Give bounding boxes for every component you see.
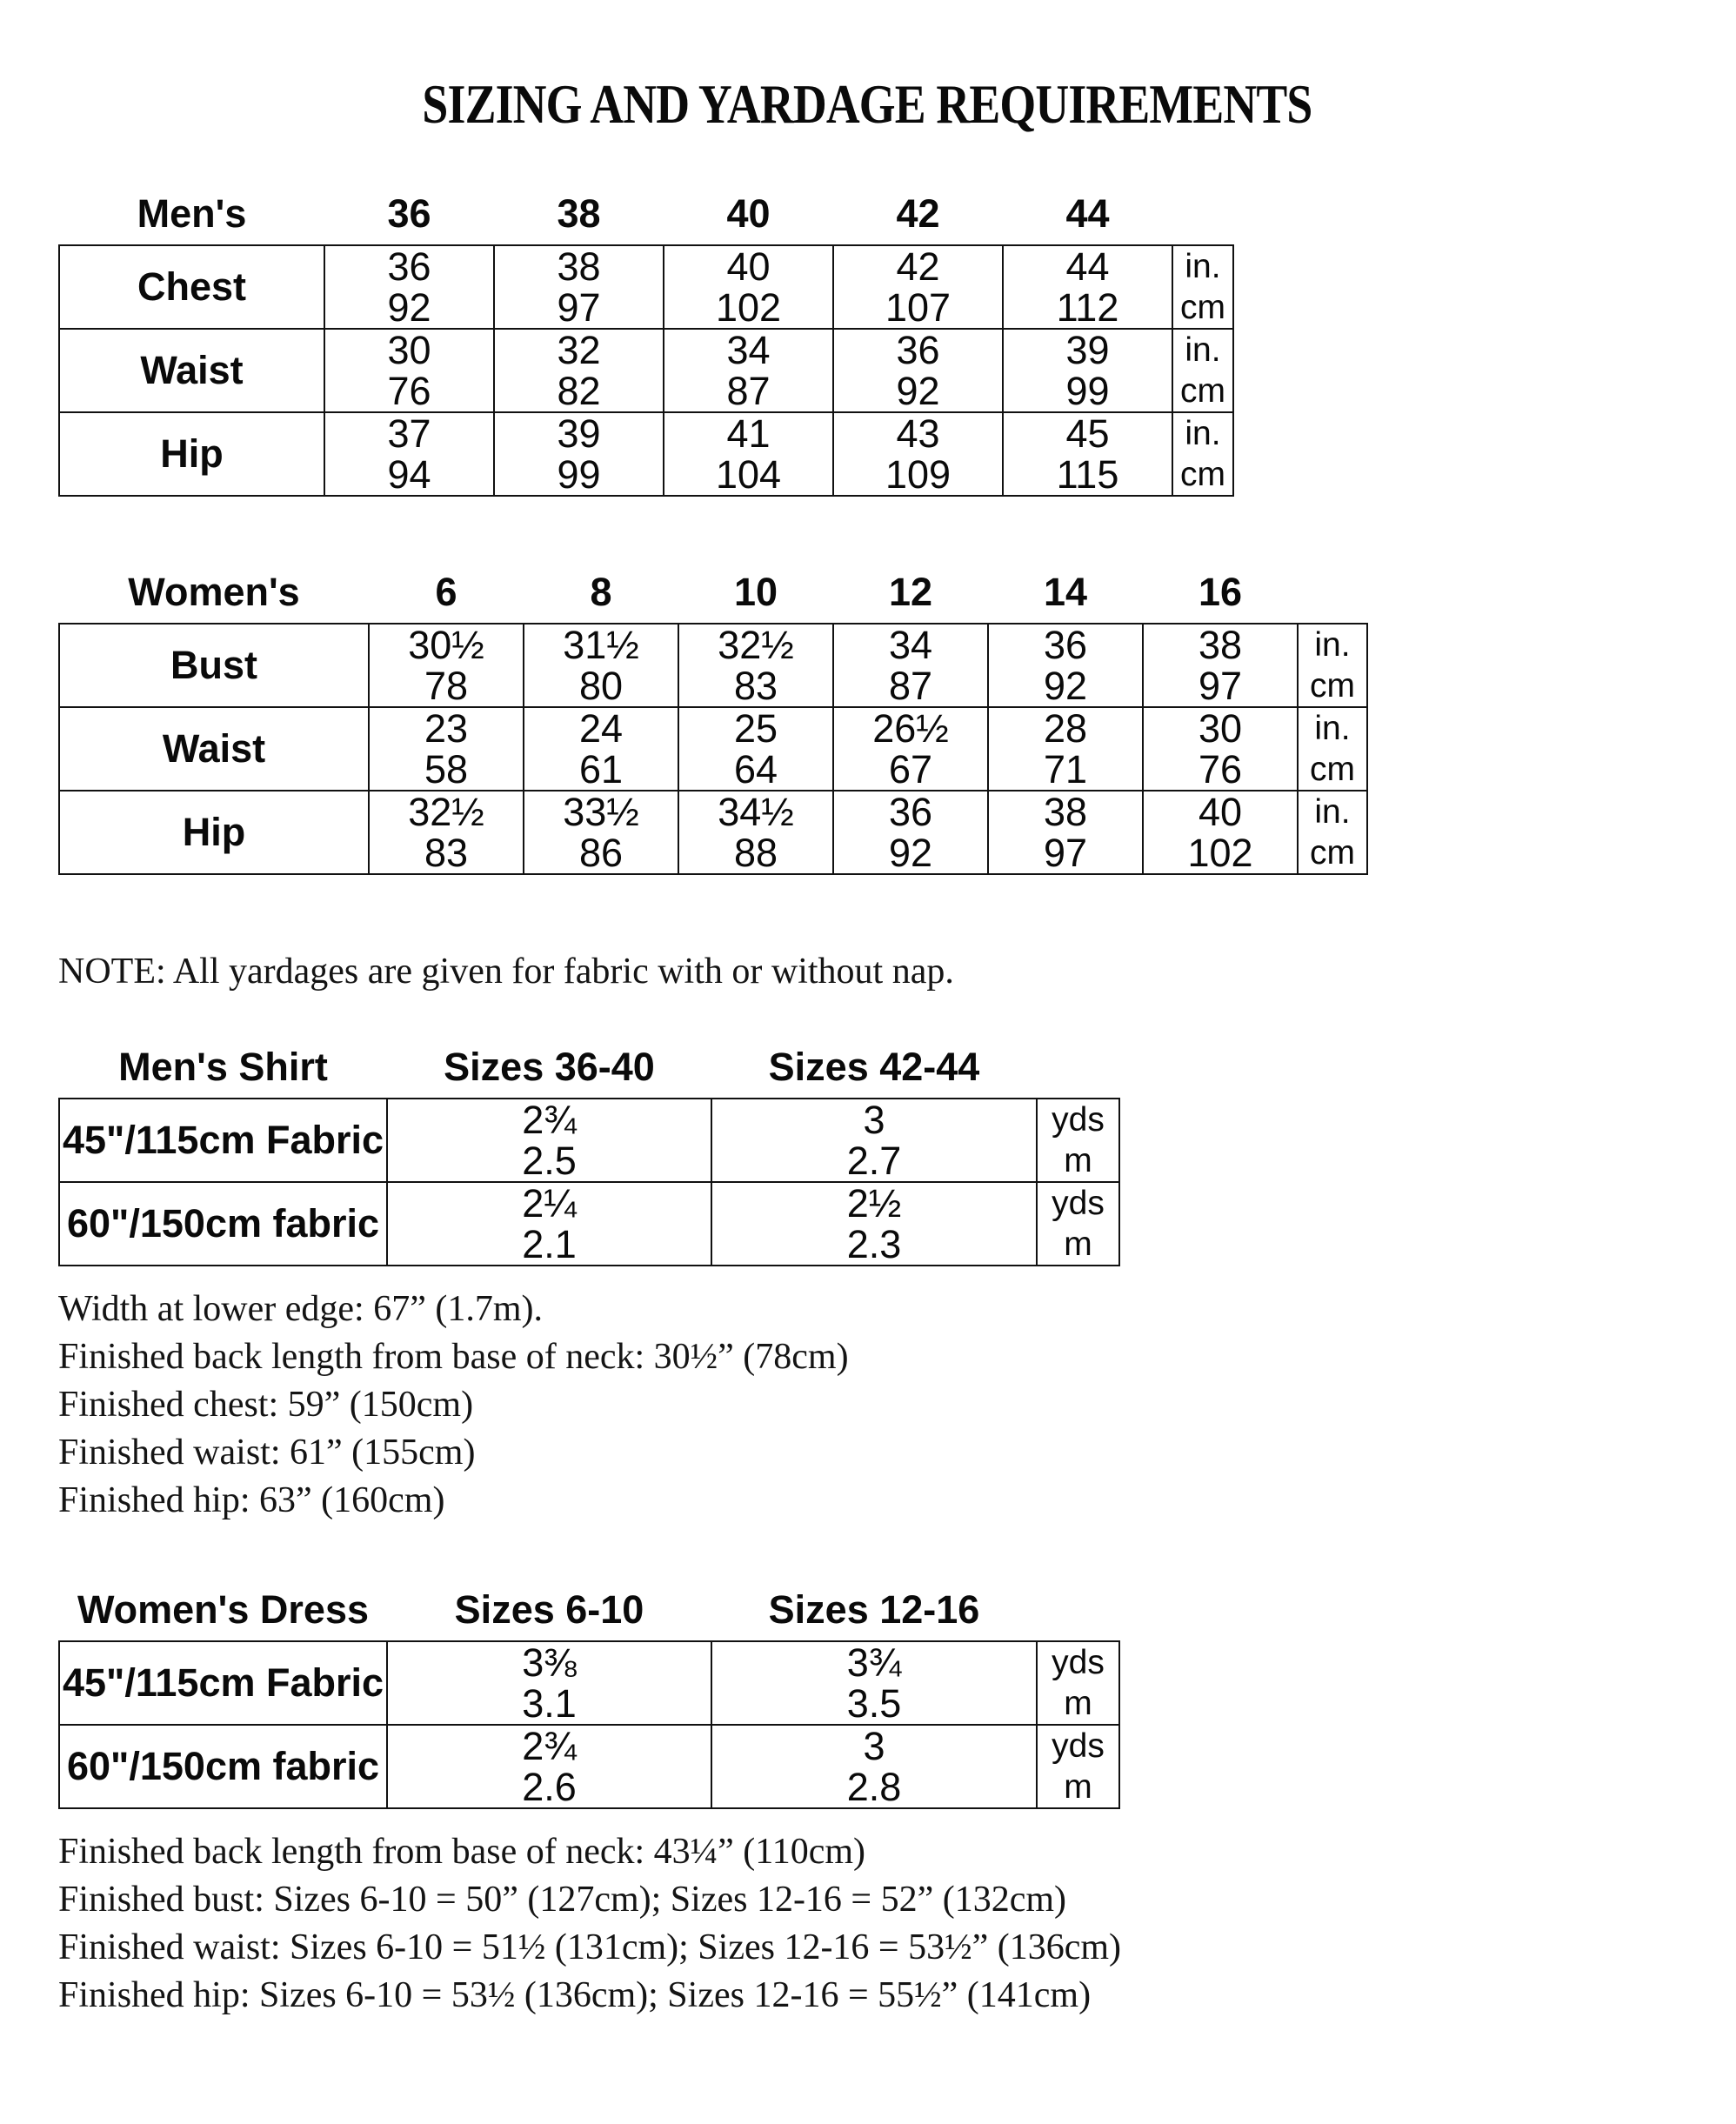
- inches-value: 32½: [718, 623, 794, 667]
- unit-cm: cm: [1310, 667, 1355, 705]
- measurement-cell: [988, 707, 1143, 791]
- m-value: 3.1: [522, 1681, 577, 1726]
- m-value: 2.6: [522, 1765, 577, 1809]
- m-value: 2.3: [846, 1222, 902, 1266]
- page-title-wrap: [58, 73, 1676, 136]
- yds-value: 3¾: [846, 1640, 902, 1685]
- measurement-cell: [988, 791, 1143, 874]
- finished-measurement-line: Finished back length from base of neck: 43¼” (110cm): [58, 1832, 866, 1872]
- unit-yds: yds: [1052, 1644, 1105, 1681]
- yardage-cell: [387, 1182, 711, 1266]
- row-label: Bust: [59, 624, 369, 707]
- inches-value: 24: [578, 706, 624, 751]
- row-label: 60"/150cm fabric: [59, 1182, 387, 1266]
- cm-value: 94: [387, 452, 431, 497]
- yardage-cell: [387, 1725, 711, 1808]
- cm-value: 71: [1043, 747, 1088, 791]
- m-value: 2.5: [522, 1139, 577, 1183]
- measurement-cell: [1143, 791, 1298, 874]
- cm-value: 97: [557, 285, 601, 330]
- mens-table-corner-label: Men's: [137, 191, 247, 236]
- inches-value: 33½: [563, 790, 639, 834]
- inches-value: 31½: [563, 623, 639, 667]
- cm-value: 78: [424, 664, 469, 708]
- cm-value: 97: [1043, 831, 1088, 875]
- yds-value: 2¾: [522, 1724, 577, 1768]
- cm-value: 83: [424, 831, 469, 875]
- unit-in: in.: [1314, 626, 1351, 664]
- mens-size-header: 44: [1065, 191, 1110, 236]
- inches-value: 38: [1198, 623, 1243, 667]
- finished-measurement-line: Finished hip: Sizes 6-10 = 53½ (136cm); Sizes 12-16 = 55½” (141cm): [58, 1975, 1092, 2015]
- m-value: 3.5: [846, 1681, 902, 1726]
- cm-value: 92: [387, 285, 431, 330]
- unit-cm: cm: [1180, 289, 1225, 326]
- m-value: 2.7: [846, 1139, 902, 1183]
- inches-value: 26½: [872, 706, 949, 751]
- inches-value: 30: [387, 328, 431, 372]
- inches-value: 34: [888, 623, 933, 667]
- inches-value: 25: [733, 706, 778, 751]
- mens-units-header-empty: [1172, 191, 1233, 245]
- cm-value: 64: [733, 747, 778, 791]
- inches-value: 30½: [408, 623, 484, 667]
- yds-value: 2¾: [522, 1098, 577, 1142]
- yardage-cell: [711, 1725, 1037, 1808]
- measurement-cell: [369, 791, 524, 874]
- page-title: SIZING AND YARDAGE REQUIREMENTS: [422, 73, 1312, 135]
- inches-value: 36: [896, 328, 940, 372]
- measurement-cell: [1143, 624, 1298, 707]
- finished-measurement-line: Finished back length from base of neck: 30½” (78cm): [58, 1337, 849, 1377]
- measurement-cell: [524, 624, 678, 707]
- finished-measurement-line: Finished waist: Sizes 6-10 = 51½ (131cm); Sizes 12-16 = 53½” (136cm): [58, 1927, 1122, 1967]
- womens-hip-row: [59, 791, 1367, 874]
- cm-value: 67: [888, 747, 933, 791]
- unit-cm: cm: [1310, 751, 1355, 788]
- finished-measurement-line: Finished waist: 61” (155cm): [58, 1433, 476, 1473]
- inches-value: 32: [557, 328, 601, 372]
- measurement-cell: [1143, 707, 1298, 791]
- womens-dress-units-header-empty: [1037, 1587, 1119, 1641]
- unit-in: in.: [1314, 710, 1351, 747]
- cm-value: 61: [578, 747, 624, 791]
- womens-size-header: 14: [1043, 570, 1088, 614]
- mens-shirt-header-row: [59, 1045, 1119, 1099]
- unit-cm: cm: [1180, 456, 1225, 493]
- measurement-cell: [369, 707, 524, 791]
- inches-value: 42: [896, 244, 940, 289]
- inches-value: 23: [424, 706, 469, 751]
- units-cell: [1298, 791, 1367, 874]
- measurement-cell: [494, 329, 664, 412]
- yardage-cell: [711, 1182, 1037, 1266]
- measurement-cell: [664, 245, 833, 329]
- cm-value: 80: [578, 664, 624, 708]
- inches-value: 43: [896, 411, 940, 456]
- finished-measurement-line: Finished hip: 63” (160cm): [58, 1480, 445, 1520]
- inches-value: 37: [387, 411, 431, 456]
- inches-value: 34: [726, 328, 771, 372]
- units-cell: [1037, 1099, 1119, 1182]
- inches-value: 38: [557, 244, 601, 289]
- mens-table-header-row: [59, 191, 1233, 245]
- shirt-45in-fabric-row: [59, 1099, 1119, 1182]
- womens-dress-size-header: Sizes 12-16: [768, 1587, 980, 1632]
- measurement-cell: [833, 329, 1003, 412]
- unit-in: in.: [1185, 248, 1221, 285]
- cm-value: 83: [733, 664, 778, 708]
- yardage-cell: [387, 1641, 711, 1725]
- row-label: Waist: [59, 707, 369, 791]
- cm-value: 92: [888, 831, 933, 875]
- cm-value: 97: [1198, 664, 1243, 708]
- cm-value: 109: [885, 452, 951, 497]
- measurement-cell: [833, 791, 988, 874]
- mens-size-header: 40: [726, 191, 771, 236]
- unit-in: in.: [1185, 415, 1221, 452]
- cm-value: 112: [1056, 285, 1119, 330]
- inches-value: 39: [557, 411, 601, 456]
- mens-shirt-units-header-empty: [1037, 1045, 1119, 1099]
- yardage-cell: [711, 1099, 1037, 1182]
- finished-measurement-line: Width at lower edge: 67” (1.7m).: [58, 1289, 543, 1329]
- finished-measurement-line: Finished bust: Sizes 6-10 = 50” (127cm); Sizes 12-16 = 52” (132cm): [58, 1880, 1067, 1920]
- womens-dress-size-header: Sizes 6-10: [454, 1587, 644, 1632]
- womens-size-header: 16: [1198, 570, 1243, 614]
- measurement-cell: [833, 412, 1003, 496]
- dress-60in-fabric-row: [59, 1725, 1119, 1808]
- measurement-cell: [524, 791, 678, 874]
- inches-value: 36: [1043, 623, 1088, 667]
- unit-in: in.: [1314, 793, 1351, 831]
- measurement-cell: [324, 245, 494, 329]
- unit-yds: yds: [1052, 1727, 1105, 1765]
- m-value: 2.1: [522, 1222, 577, 1266]
- cm-value: 115: [1056, 452, 1119, 497]
- units-cell: [1298, 624, 1367, 707]
- womens-dress-corner-label: Women's Dress: [77, 1587, 369, 1632]
- inches-value: 36: [888, 790, 933, 834]
- womens-size-header: 12: [888, 570, 933, 614]
- measurement-cell: [369, 624, 524, 707]
- mens-shirt-yardage-table: [58, 1045, 1120, 1266]
- units-cell: [1037, 1641, 1119, 1725]
- sizing-and-yardage-page: [0, 73, 1736, 2124]
- units-cell: [1037, 1725, 1119, 1808]
- measurement-cell: [833, 624, 988, 707]
- unit-cm: cm: [1180, 372, 1225, 410]
- measurement-cell: [678, 791, 833, 874]
- unit-m: m: [1064, 1226, 1092, 1263]
- womens-size-table: [58, 570, 1368, 875]
- inches-value: 39: [1065, 328, 1110, 372]
- row-label: 45"/115cm Fabric: [59, 1641, 387, 1725]
- unit-m: m: [1064, 1142, 1092, 1179]
- cm-value: 102: [715, 285, 782, 330]
- yardage-cell: [387, 1099, 711, 1182]
- unit-in: in.: [1185, 331, 1221, 369]
- measurement-cell: [324, 412, 494, 496]
- mens-shirt-size-header: Sizes 42-44: [768, 1045, 980, 1089]
- cm-value: 82: [557, 369, 601, 413]
- units-cell: [1172, 329, 1233, 412]
- cm-value: 104: [715, 452, 782, 497]
- unit-yds: yds: [1052, 1101, 1105, 1139]
- womens-dress-finished-measurements: [58, 1828, 1736, 2020]
- inches-value: 45: [1065, 411, 1110, 456]
- unit-m: m: [1064, 1685, 1092, 1722]
- yds-value: 2½: [846, 1181, 902, 1226]
- cm-value: 58: [424, 747, 469, 791]
- cm-value: 76: [1198, 747, 1243, 791]
- units-cell: [1172, 245, 1233, 329]
- inches-value: 41: [726, 411, 771, 456]
- cm-value: 99: [557, 452, 601, 497]
- measurement-cell: [1003, 329, 1172, 412]
- row-label: Hip: [59, 791, 369, 874]
- mens-chest-row: [59, 245, 1233, 329]
- unit-m: m: [1064, 1768, 1092, 1806]
- measurement-cell: [494, 245, 664, 329]
- unit-cm: cm: [1310, 834, 1355, 872]
- mens-size-header: 36: [387, 191, 431, 236]
- yds-value: 3: [863, 1098, 885, 1142]
- inches-value: 38: [1043, 790, 1088, 834]
- unit-yds: yds: [1052, 1185, 1105, 1222]
- row-label: Chest: [59, 245, 324, 329]
- womens-dress-yardage-table: [58, 1587, 1120, 1809]
- womens-dress-header-row: [59, 1587, 1119, 1641]
- measurement-cell: [664, 329, 833, 412]
- dress-45in-fabric-row: [59, 1641, 1119, 1725]
- units-cell: [1172, 412, 1233, 496]
- cm-value: 86: [578, 831, 624, 875]
- womens-bust-row: [59, 624, 1367, 707]
- cm-value: 87: [726, 369, 771, 413]
- measurement-cell: [678, 707, 833, 791]
- row-label: 60"/150cm fabric: [59, 1725, 387, 1808]
- measurement-cell: [494, 412, 664, 496]
- yds-value: 3: [863, 1724, 885, 1768]
- yds-value: 2¼: [522, 1181, 577, 1226]
- inches-value: 28: [1043, 706, 1088, 751]
- womens-units-header-empty: [1298, 570, 1367, 624]
- womens-table-header-row: [59, 570, 1367, 624]
- measurement-cell: [524, 707, 678, 791]
- inches-value: 36: [387, 244, 431, 289]
- cm-value: 92: [896, 369, 940, 413]
- row-label: 45"/115cm Fabric: [59, 1099, 387, 1182]
- mens-size-header: 38: [557, 191, 601, 236]
- m-value: 2.8: [846, 1765, 902, 1809]
- measurement-cell: [324, 329, 494, 412]
- cm-value: 87: [888, 664, 933, 708]
- cm-value: 107: [885, 285, 951, 330]
- shirt-60in-fabric-row: [59, 1182, 1119, 1266]
- womens-waist-row: [59, 707, 1367, 791]
- measurement-cell: [833, 245, 1003, 329]
- measurement-cell: [664, 412, 833, 496]
- mens-shirt-finished-measurements: [58, 1286, 1736, 1525]
- yds-value: 3⅜: [522, 1640, 577, 1685]
- inches-value: 40: [1198, 790, 1243, 834]
- cm-value: 102: [1187, 831, 1253, 875]
- cm-value: 92: [1043, 664, 1088, 708]
- measurement-cell: [988, 624, 1143, 707]
- womens-table-corner-label: Women's: [128, 570, 300, 614]
- cm-value: 76: [387, 369, 431, 413]
- nap-note: NOTE: All yardages are given for fabric with or without nap.: [58, 952, 954, 992]
- units-cell: [1037, 1182, 1119, 1266]
- row-label: Waist: [59, 329, 324, 412]
- inches-value: 40: [726, 244, 771, 289]
- womens-size-header: 8: [590, 570, 612, 614]
- mens-shirt-size-header: Sizes 36-40: [444, 1045, 655, 1089]
- finished-measurement-line: Finished chest: 59” (150cm): [58, 1385, 474, 1425]
- row-label: Hip: [59, 412, 324, 496]
- measurement-cell: [833, 707, 988, 791]
- womens-size-header: 6: [435, 570, 457, 614]
- measurement-cell: [1003, 245, 1172, 329]
- mens-size-table: [58, 191, 1234, 497]
- mens-shirt-corner-label: Men's Shirt: [118, 1045, 328, 1089]
- cm-value: 88: [733, 831, 778, 875]
- inches-value: 30: [1198, 706, 1243, 751]
- cm-value: 99: [1065, 369, 1110, 413]
- mens-size-header: 42: [896, 191, 940, 236]
- measurement-cell: [1003, 412, 1172, 496]
- measurement-cell: [678, 624, 833, 707]
- mens-waist-row: [59, 329, 1233, 412]
- womens-size-header: 10: [733, 570, 778, 614]
- inches-value: 44: [1065, 244, 1110, 289]
- units-cell: [1298, 707, 1367, 791]
- mens-hip-row: [59, 412, 1233, 496]
- inches-value: 34½: [718, 790, 794, 834]
- yardage-cell: [711, 1641, 1037, 1725]
- inches-value: 32½: [408, 790, 484, 834]
